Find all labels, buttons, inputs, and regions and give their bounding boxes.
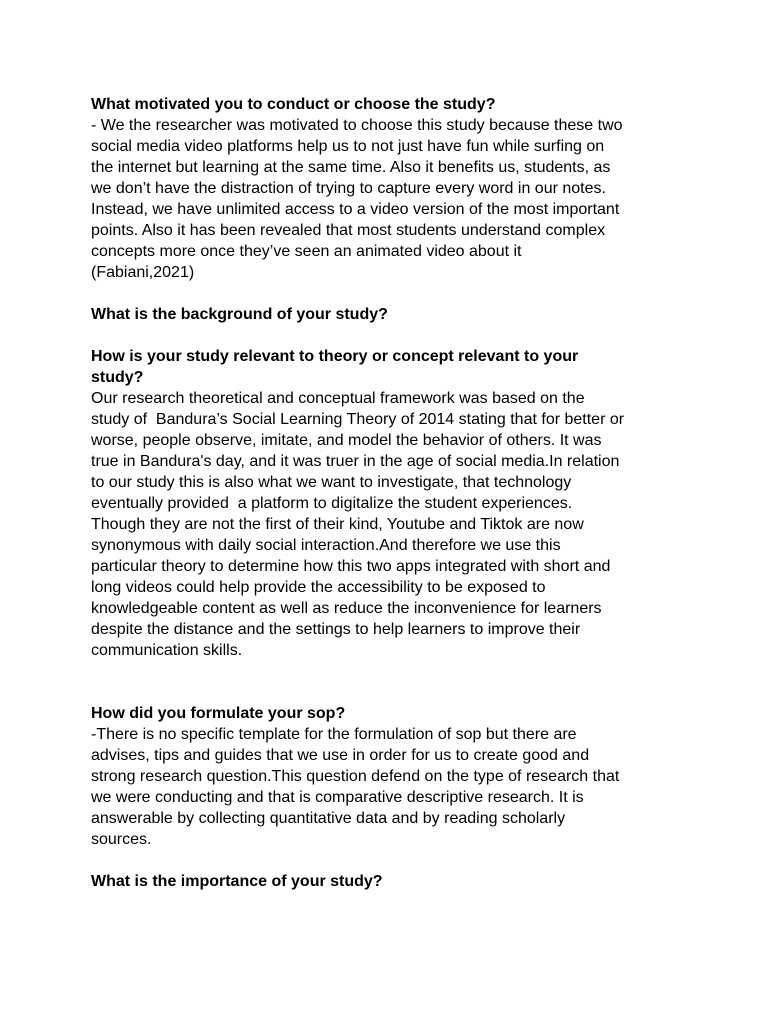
answer-line: true in Bandura's day, and it was truer in the age of social media.In relation bbox=[91, 453, 620, 470]
paragraph-spacer bbox=[91, 283, 691, 304]
answer-line: particular theory to determine how this two apps integrated with short and bbox=[91, 558, 611, 575]
answer-line: we don’t have the distraction of trying to capture every word in our notes. bbox=[91, 180, 606, 197]
answer-line: worse, people observe, imitate, and model the behavior of others. It was bbox=[91, 432, 602, 449]
answer-line: advises, tips and guides that we use in order for us to create good and bbox=[91, 747, 590, 764]
answer-line: study of Bandura’s Social Learning Theory of 2014 stating that for better or bbox=[91, 411, 625, 428]
paragraph-spacer bbox=[91, 661, 691, 703]
answer-line: concepts more once they’ve seen an animated video about it bbox=[91, 243, 522, 260]
answer-line: knowledgeable content as well as reduce the inconvenience for learners bbox=[91, 600, 602, 617]
answer-line: - We the researcher was motivated to choose this study because these two bbox=[91, 117, 623, 134]
paragraph-spacer bbox=[91, 850, 691, 871]
answer-line: despite the distance and the settings to help learners to improve their bbox=[91, 621, 581, 638]
answer-line: strong research question.This question defend on the type of research that bbox=[91, 768, 620, 785]
answer-line: to our study this is also what we want to investigate, that technology bbox=[91, 474, 572, 491]
answer-line: long videos could help provide the accessibility to be exposed to bbox=[91, 579, 546, 596]
answer-line: Instead, we have unlimited access to a video version of the most important bbox=[91, 201, 620, 218]
answer-line: eventually provided a platform to digitalize the student experiences. bbox=[91, 495, 573, 512]
answer-line: Our research theoretical and conceptual framework was based on the bbox=[91, 390, 585, 407]
answer-line: sources. bbox=[91, 831, 152, 848]
answer-line: (Fabiani,2021) bbox=[91, 264, 195, 281]
question-heading: How did you formulate your sop? bbox=[91, 705, 346, 722]
answer-line: communication skills. bbox=[91, 642, 243, 659]
question-heading: What motivated you to conduct or choose the study? bbox=[91, 96, 496, 113]
question-heading: How is your study relevant to theory or concept relevant to your bbox=[91, 348, 579, 365]
answer-line: the internet but learning at the same time. Also it benefits us, students, as bbox=[91, 159, 611, 176]
document-page bbox=[91, 94, 691, 892]
answer-line: points. Also it has been revealed that most students understand complex bbox=[91, 222, 606, 239]
answer-line: -There is no specific template for the formulation of sop but there are bbox=[91, 726, 577, 743]
question-heading: study? bbox=[91, 369, 144, 386]
answer-line: synonymous with daily social interaction.And therefore we use this bbox=[91, 537, 561, 554]
answer-line: we were conducting and that is comparative descriptive research. It is bbox=[91, 789, 584, 806]
question-heading: What is the background of your study? bbox=[91, 306, 388, 323]
answer-line: answerable by collecting quantitative data and by reading scholarly bbox=[91, 810, 566, 827]
paragraph-spacer bbox=[91, 325, 691, 346]
answer-line: Though they are not the first of their kind, Youtube and Tiktok are now bbox=[91, 516, 584, 533]
answer-line: social media video platforms help us to not just have fun while surfing on bbox=[91, 138, 605, 155]
question-heading: What is the importance of your study? bbox=[91, 873, 383, 890]
